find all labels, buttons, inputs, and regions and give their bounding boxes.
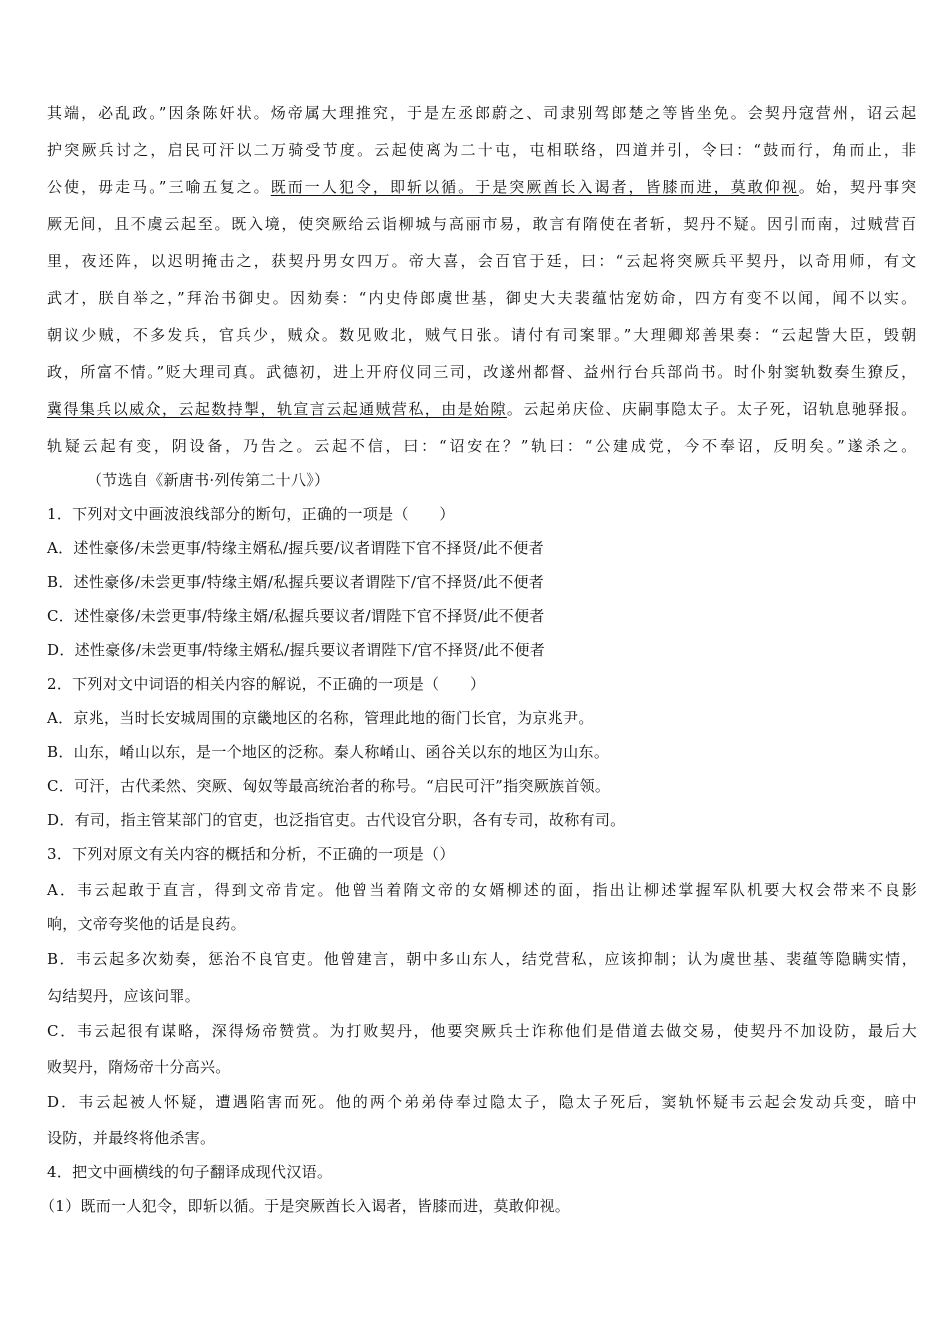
question-3-stem: 3．下列对原文有关内容的概括和分析，不正确的一项是（）	[47, 845, 455, 863]
passage-text: 武才，朕自举之，”拜治书御史。因劾奏：“内史侍郎虞世基，御史大夫裴蕴怙宠妨命，四方有变不以闻，闻不以实。	[47, 289, 917, 307]
q2-option-d: D．有司，指主管某部门的官吏，也泛指官吏。古代设官分职，各有专司，故称有司。	[47, 811, 626, 829]
question-1-stem: 1．下列对文中画波浪线部分的断句，正确的一项是（ ）	[47, 505, 455, 523]
question-4-stem: 4．把文中画横线的句子翻译成现代汉语。	[47, 1163, 333, 1181]
passage-line-8	[47, 362, 917, 382]
passage-text: 里，夜还阵，以迟明掩击之，获契丹男女四万。帝大喜，会百官于廷，曰：“云起将突厥兵平契丹，以奇用师，有文	[47, 252, 917, 270]
passage-line-7	[47, 325, 917, 345]
passage-line-3	[47, 177, 917, 197]
passage-text: 厥无间，且不虞云起至。既入境，使突厥给云诣柳城与高丽市易，敢言有隋使在者斩，契丹不疑。因引而南，过贼营百	[47, 215, 917, 233]
passage-text: 护突厥兵讨之，启民可汗以二万骑受节度。云起使离为二十屯，屯相联络，四道并引，令曰：“鼓而行，角而止，非	[47, 141, 917, 159]
passage-text: 其端，必乱政。”因条陈奸状。炀帝属大理推究，于是左丞郎蔚之、司隶别驾郎楚之等皆坐免。会契丹寇营州，诏云起	[47, 104, 917, 122]
q3-option-a-line1: A．韦云起敢于直言，得到文帝肯定。他曾当着隋文帝的女婿柳述的面，指出让柳述掌握军队机要大权会带来不良影	[47, 881, 917, 899]
underlined-sentence-1: 既而一人犯令，即斩以循。于是突厥酋长入谒者，皆膝而进，莫敢仰视	[270, 178, 799, 196]
passage-line-4	[47, 214, 917, 234]
passage-text: 公使，毋走马。”三喻五复之。	[47, 178, 271, 196]
passage-source: （节选自《新唐书·列传第二十八》）	[87, 471, 330, 489]
passage-text: 朝议少贼，不多发兵，官兵少，贼众。数见败北，贼气日张。请付有司案罪。”大理卿郑善果奏：“云起訾大臣，毁朝	[47, 326, 917, 344]
q3-option-a-line2: 响，文帝夸奖他的话是良药。	[47, 915, 246, 933]
passage-line-5	[47, 251, 917, 271]
q3-option-c-line1: C．韦云起很有谋略，深得炀帝赞赏。为打败契丹，他要突厥兵士诈称他们是借道去做交易，使契丹不加设防，最后大	[47, 1022, 917, 1040]
q3-option-d-line2: 设防，并最终将他杀害。	[47, 1129, 216, 1147]
q2-option-a: A．京兆，当时长安城周围的京畿地区的名称，管理此地的衙门长官，为京兆尹。	[47, 709, 594, 727]
q1-option-c: C．述性豪侈/未尝更事/特缘主婿/私握兵要议者/谓陛下官不择贤/此不便者	[47, 607, 545, 625]
passage-text: 轨疑云起有变，阴设备，乃告之。云起不信，曰：“诏安在？”轨曰：“公建成党，今不奉诏，反明矣。”遂杀之。	[47, 437, 917, 455]
q3-option-b-line2: 勾结契丹，应该问罪。	[47, 987, 201, 1005]
q3-option-b-line1: B．韦云起多次劾奏，惩治不良官吏。他曾建言，朝中多山东人，结党营私，应该抑制；认为虞世基、裴蕴等隐瞒实情，	[47, 950, 917, 968]
q1-option-a: A．述性豪侈/未尝更事/特缘主婿私/握兵要/议者谓陛下官不择贤/此不便者	[47, 539, 544, 557]
q4-sub-1: （1）既而一人犯令，即斩以循。于是突厥酋长入谒者，皆膝而进，莫敢仰视。	[40, 1197, 571, 1215]
q2-option-c: C．可汗，古代柔然、突厥、匈奴等最高统治者的称号。“启民可汗”指突厥族首领。	[47, 777, 611, 795]
q2-option-b: B．山东，崤山以东，是一个地区的泛称。秦人称崤山、函谷关以东的地区为山东。	[47, 743, 610, 761]
passage-line-6	[47, 288, 917, 308]
passage-line-1	[47, 103, 917, 123]
passage-line-9	[47, 399, 917, 419]
q3-option-c-line2: 败契丹，隋炀帝十分高兴。	[47, 1058, 231, 1076]
underlined-sentence-2: 冀得集兵以威众，云起数持掣，轨宣言云起通贼营私，由是始隙	[47, 400, 507, 418]
passage-line-2	[47, 140, 917, 160]
q1-option-d: D．述性豪侈/未尝更事/特缘主婿私/握兵要议者谓陛下/官不择贤/此不便者	[47, 641, 546, 659]
passage-text: 政，所富不情。”贬大理司真。武德初，进上开府仪同三司，改遂州都督、益州行台兵部尚书。时仆射窦轨数奏生獠反，	[47, 363, 917, 381]
passage-text: 。始，契丹事突	[798, 178, 917, 196]
passage-line-10	[47, 436, 917, 456]
passage-text: 。云起弟庆俭、庆嗣事隐太子。太子死，诏轨息驰驿报。	[506, 400, 918, 418]
question-2-stem: 2．下列对文中词语的相关内容的解说，不正确的一项是（ ）	[47, 675, 486, 693]
q3-option-d-line1: D．韦云起被人怀疑，遭遇陷害而死。他的两个弟弟侍奉过隐太子，隐太子死后，窦轨怀疑韦云起会发动兵变，暗中	[47, 1093, 917, 1111]
q1-option-b: B．述性豪侈/未尝更事/特缘主婿/私握兵要议者谓陛下/官不择贤/此不便者	[47, 573, 545, 591]
